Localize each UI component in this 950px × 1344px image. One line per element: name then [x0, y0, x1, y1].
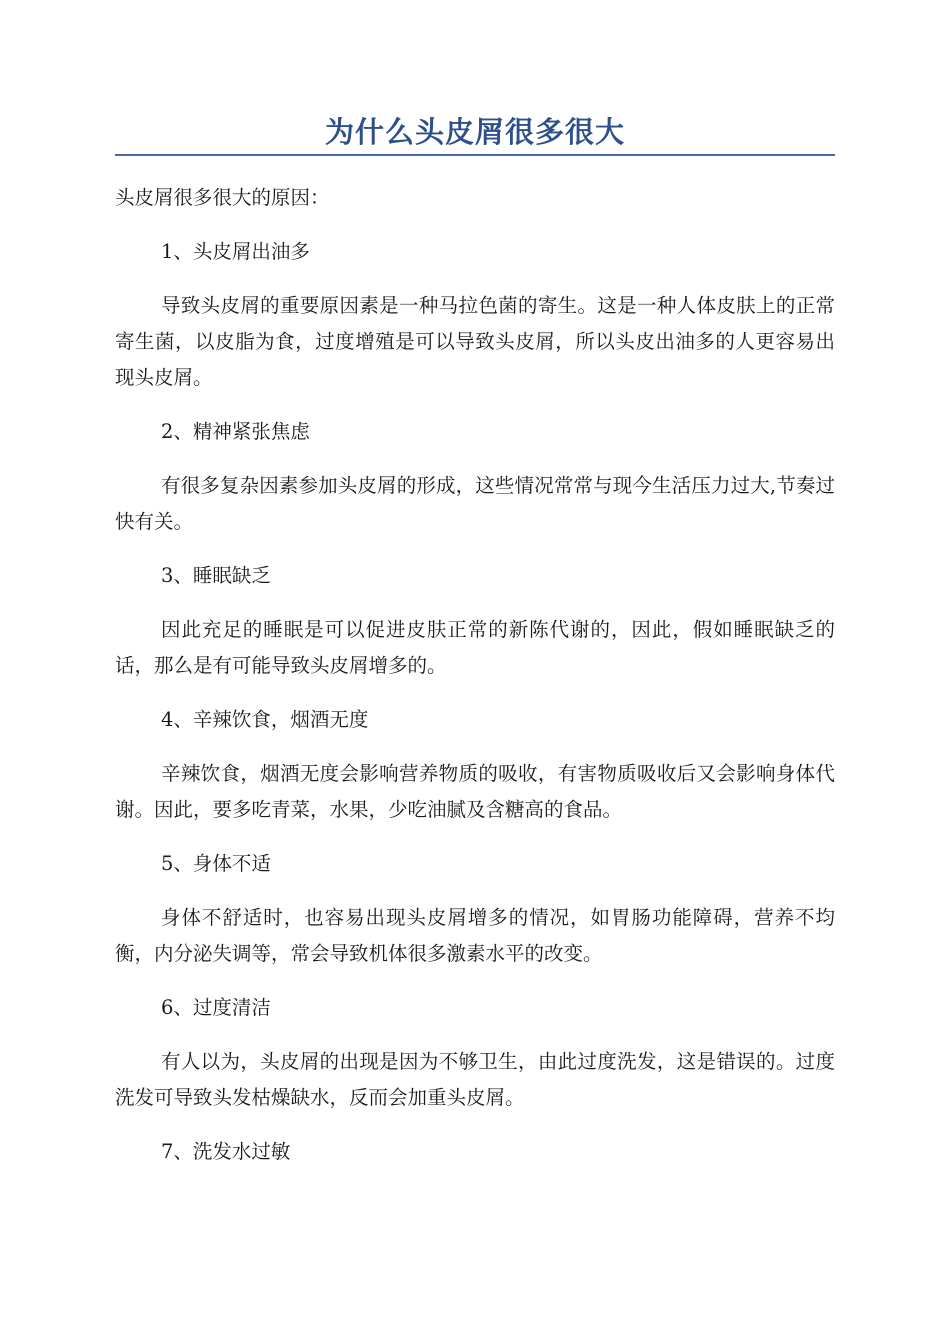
intro-text: 头皮屑很多很大的原因：	[115, 186, 330, 209]
section-body-1: 导致头皮屑的重要原因素是一种马拉色菌的寄生。这是一种人体皮肤上的正常寄生菌，以皮脂为食，过度增殖是可以导致头皮屑，所以头皮出油多的人更容易出现头皮屑。	[115, 294, 835, 389]
section-heading-1: 1、头皮屑出油多	[161, 240, 310, 263]
section-body-6: 有人以为，头皮屑的出现是因为不够卫生，由此过度洗发，这是错误的。过度洗发可导致头发枯燥缺水，反而会加重头皮屑。	[115, 1050, 835, 1109]
section-body-3: 因此充足的睡眠是可以促进皮肤正常的新陈代谢的，因此，假如睡眠缺乏的话，那么是有可能导致头皮屑增多的。	[115, 618, 835, 677]
section-heading-5: 5、身体不适	[161, 852, 271, 875]
section-heading-7: 7、洗发水过敏	[161, 1140, 291, 1163]
document-title: 为什么头皮屑很多很大	[324, 115, 625, 149]
section-heading-4: 4、辛辣饮食，烟酒无度	[161, 708, 369, 731]
section-heading-2: 2、精神紧张焦虑	[161, 420, 310, 443]
document-page	[115, 112, 835, 1170]
section-body-2: 有很多复杂因素参加头皮屑的形成，这些情况常常与现今生活压力过大,节奏过快有关。	[115, 474, 835, 533]
section-heading-6: 6、过度清洁	[161, 996, 271, 1019]
section-body-5: 身体不舒适时，也容易出现头皮屑增多的情况，如胃肠功能障碍，营养不均衡，内分泌失调等，常会导致机体很多激素水平的改变。	[115, 906, 835, 965]
section-body-4: 辛辣饮食，烟酒无度会影响营养物质的吸收，有害物质吸收后又会影响身体代谢。因此，要多吃青菜，水果，少吃油腻及含糖高的食品。	[115, 762, 835, 821]
section-heading-3: 3、睡眠缺乏	[161, 564, 271, 587]
title-underline	[115, 154, 835, 156]
